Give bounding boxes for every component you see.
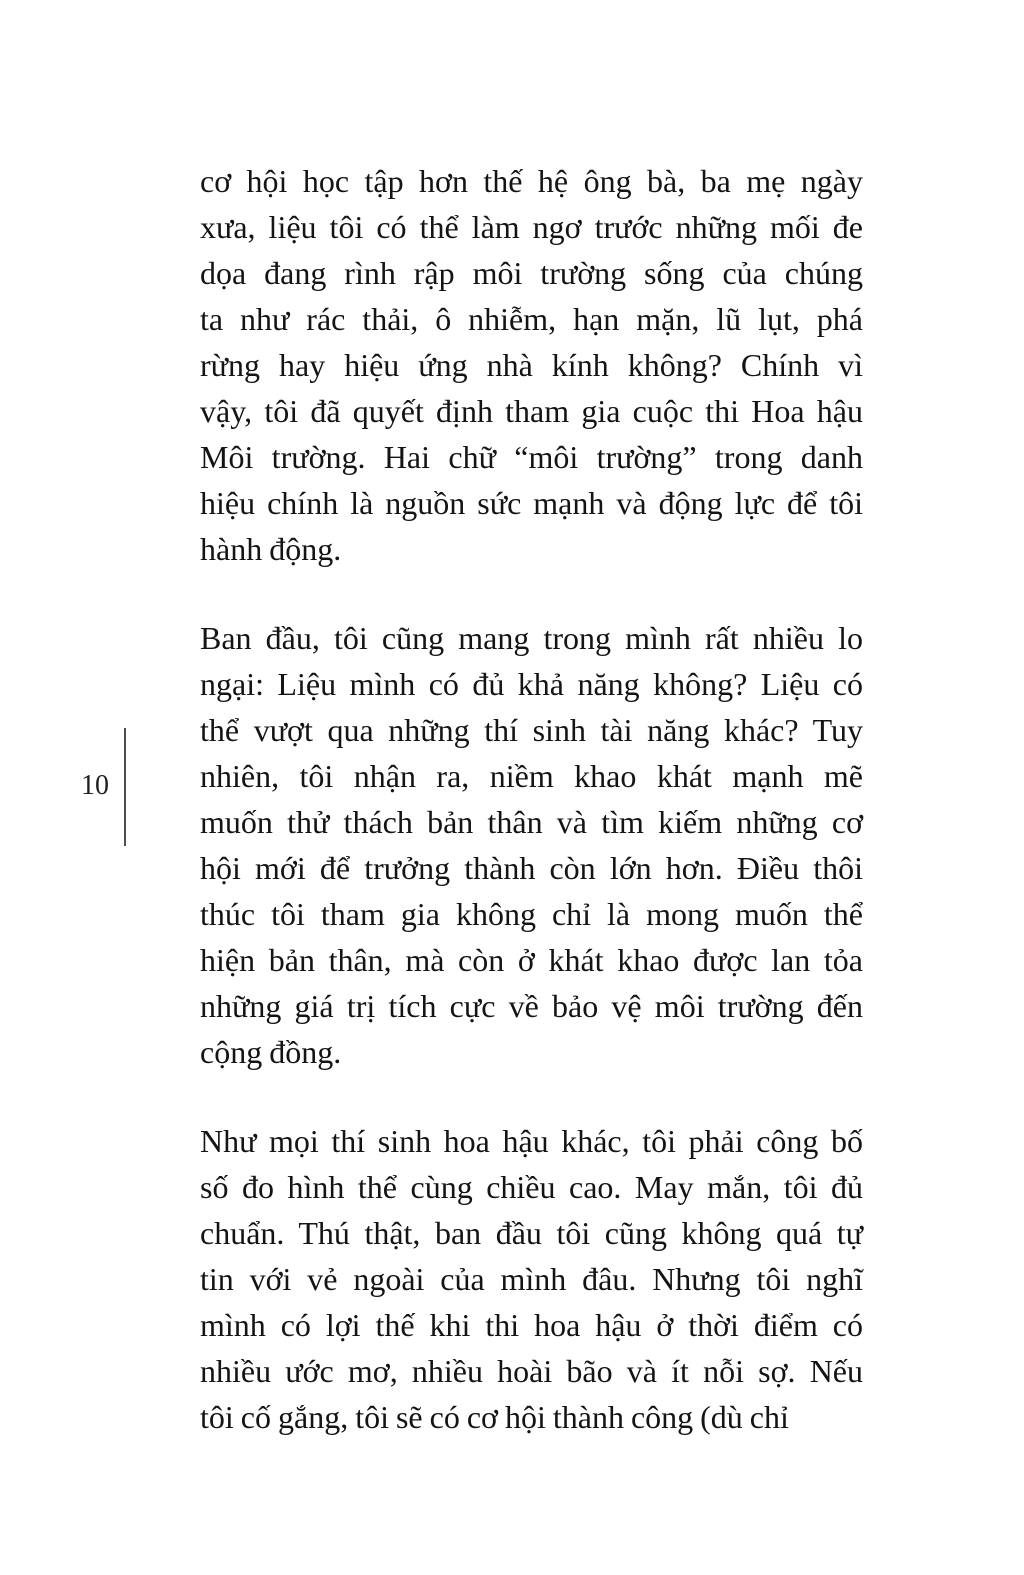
text-line: thể vượt qua những thí sinh tài năng khác? Tuy [200, 712, 863, 748]
text-line: cơ hội học tập hơn thế hệ ông bà, ba mẹ ngày [200, 163, 863, 199]
paragraph [200, 615, 863, 1075]
page-number: 10 [81, 770, 109, 801]
text-line: nhiên, tôi nhận ra, niềm khao khát mạnh mẽ [200, 758, 863, 794]
text-line: hội mới để trưởng thành còn lớn hơn. Điều thôi [200, 850, 863, 886]
text-line: thúc tôi tham gia không chỉ là mong muốn thể [200, 896, 863, 932]
text-line: Môi trường. Hai chữ “môi trường” trong danh [200, 439, 863, 475]
text-line: muốn thử thách bản thân và tìm kiếm những cơ [200, 804, 863, 840]
text-line: rừng hay hiệu ứng nhà kính không? Chính vì [200, 347, 863, 383]
text-line: những giá trị tích cực về bảo vệ môi trường đến [200, 988, 863, 1024]
text-line: tôi cố gắng, tôi sẽ có cơ hội thành công (dù chỉ [200, 1399, 789, 1435]
text-line: vậy, tôi đã quyết định tham gia cuộc thi Hoa hậu [200, 393, 863, 429]
text-line: chuẩn. Thú thật, ban đầu tôi cũng không quá tự [200, 1215, 863, 1251]
text-line: hiện bản thân, mà còn ở khát khao được lan tỏa [200, 942, 863, 978]
text-line: cộng đồng. [200, 1034, 342, 1070]
text-line: mình có lợi thế khi thi hoa hậu ở thời điểm có [200, 1307, 863, 1343]
body-text-column [200, 158, 863, 1483]
text-line: xưa, liệu tôi có thể làm ngơ trước những mối đe [200, 209, 863, 245]
text-line: số đo hình thể cùng chiều cao. May mắn, tôi đủ [200, 1169, 863, 1205]
text-line: nhiều ước mơ, nhiều hoài bão và ít nỗi sợ. Nếu [200, 1353, 863, 1389]
text-line: ngại: Liệu mình có đủ khả năng không? Liệu có [200, 666, 863, 702]
paragraph [200, 158, 863, 572]
text-line: dọa đang rình rập môi trường sống của chúng [200, 255, 863, 291]
text-line: Ban đầu, tôi cũng mang trong mình rất nhiều lo [200, 620, 863, 656]
text-line: Như mọi thí sinh hoa hậu khác, tôi phải công bố [200, 1123, 863, 1159]
text-line: hành động. [200, 531, 342, 567]
text-line: tin với vẻ ngoài của mình đâu. Nhưng tôi nghĩ [200, 1261, 863, 1297]
paragraph [200, 1118, 863, 1440]
text-line: hiệu chính là nguồn sức mạnh và động lực để tôi [200, 485, 863, 521]
text-line: ta như rác thải, ô nhiễm, hạn mặn, lũ lụt, phá [200, 301, 863, 337]
page-number-divider [124, 728, 126, 846]
